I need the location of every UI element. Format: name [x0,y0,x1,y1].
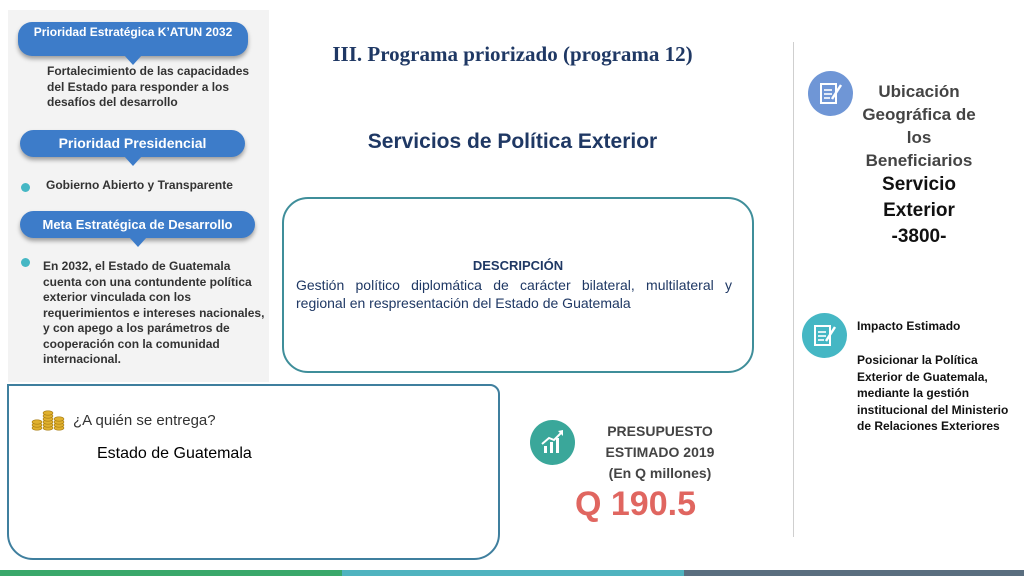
description-text: Gestión político diplomática de carácter bilateral, multilateral y regional en respresentación del Estado de Guatemala [296,277,732,311]
presidential-priority-pill [20,130,245,157]
bullet-dot [21,183,30,192]
section-title: III. Programa priorizado (programa 12) [332,42,693,66]
growth-chart-icon [530,420,575,465]
recipient-box [7,384,500,560]
geography-value-line2: -3800- [891,226,947,247]
budget-label-line2: ESTIMADO 2019 [605,444,715,460]
development-goal-pill [20,211,255,238]
geography-label: Ubicación Geográfica de los Beneficiarios [862,82,976,170]
coins-stack-icon [31,408,65,432]
bullet-dot [21,258,30,267]
development-goal-text: En 2032, el Estado de Guatemala cuenta con una contundente política exterior vinculada con los requerimientos e intereses nacionales, y con apego a los parámetros de cooperación con la comunidad internacional. [43,259,265,366]
impact-title: Impacto Estimado [857,319,961,333]
budget-label-line3: (En Q millones) [608,465,712,481]
footer-bar-teal [342,570,684,576]
katun-priority-label: Prioridad Estratégica K’ATUN 2032 [33,25,233,39]
presidential-priority-text: Gobierno Abierto y Transparente [46,178,233,192]
document-pen-icon [808,71,853,116]
katun-priority-pill [18,22,248,56]
program-name: Servicios de Política Exterior [367,130,658,153]
katun-priority-text: Fortalecimiento de las capacidades del Estado para responder a los desafíos del desarrollo [47,64,250,109]
budget-value: Q 190.5 [575,485,696,523]
geography-value [858,172,980,250]
document-pen-icon [802,313,847,358]
footer-bar-slate [684,570,1024,576]
development-goal-label: Meta Estratégica de Desarrollo [42,217,233,232]
budget-label [580,421,740,484]
footer-bar-green [0,570,342,576]
description-box [282,197,754,373]
presidential-priority-label: Prioridad Presidencial [58,135,207,151]
recipient-title: ¿A quién se entrega? [73,412,216,429]
impact-text: Posicionar la Política Exterior de Guatemala, mediante la gestión institucional del Ministerio de Relaciones Exteriores [857,353,1009,433]
description-title: DESCRIPCIÓN [472,258,564,273]
geography-value-line1: Servicio Exterior [882,174,956,221]
recipient-value: Estado de Guatemala [97,445,252,462]
column-divider [793,42,794,537]
budget-label-line1: PRESUPUESTO [607,423,713,439]
